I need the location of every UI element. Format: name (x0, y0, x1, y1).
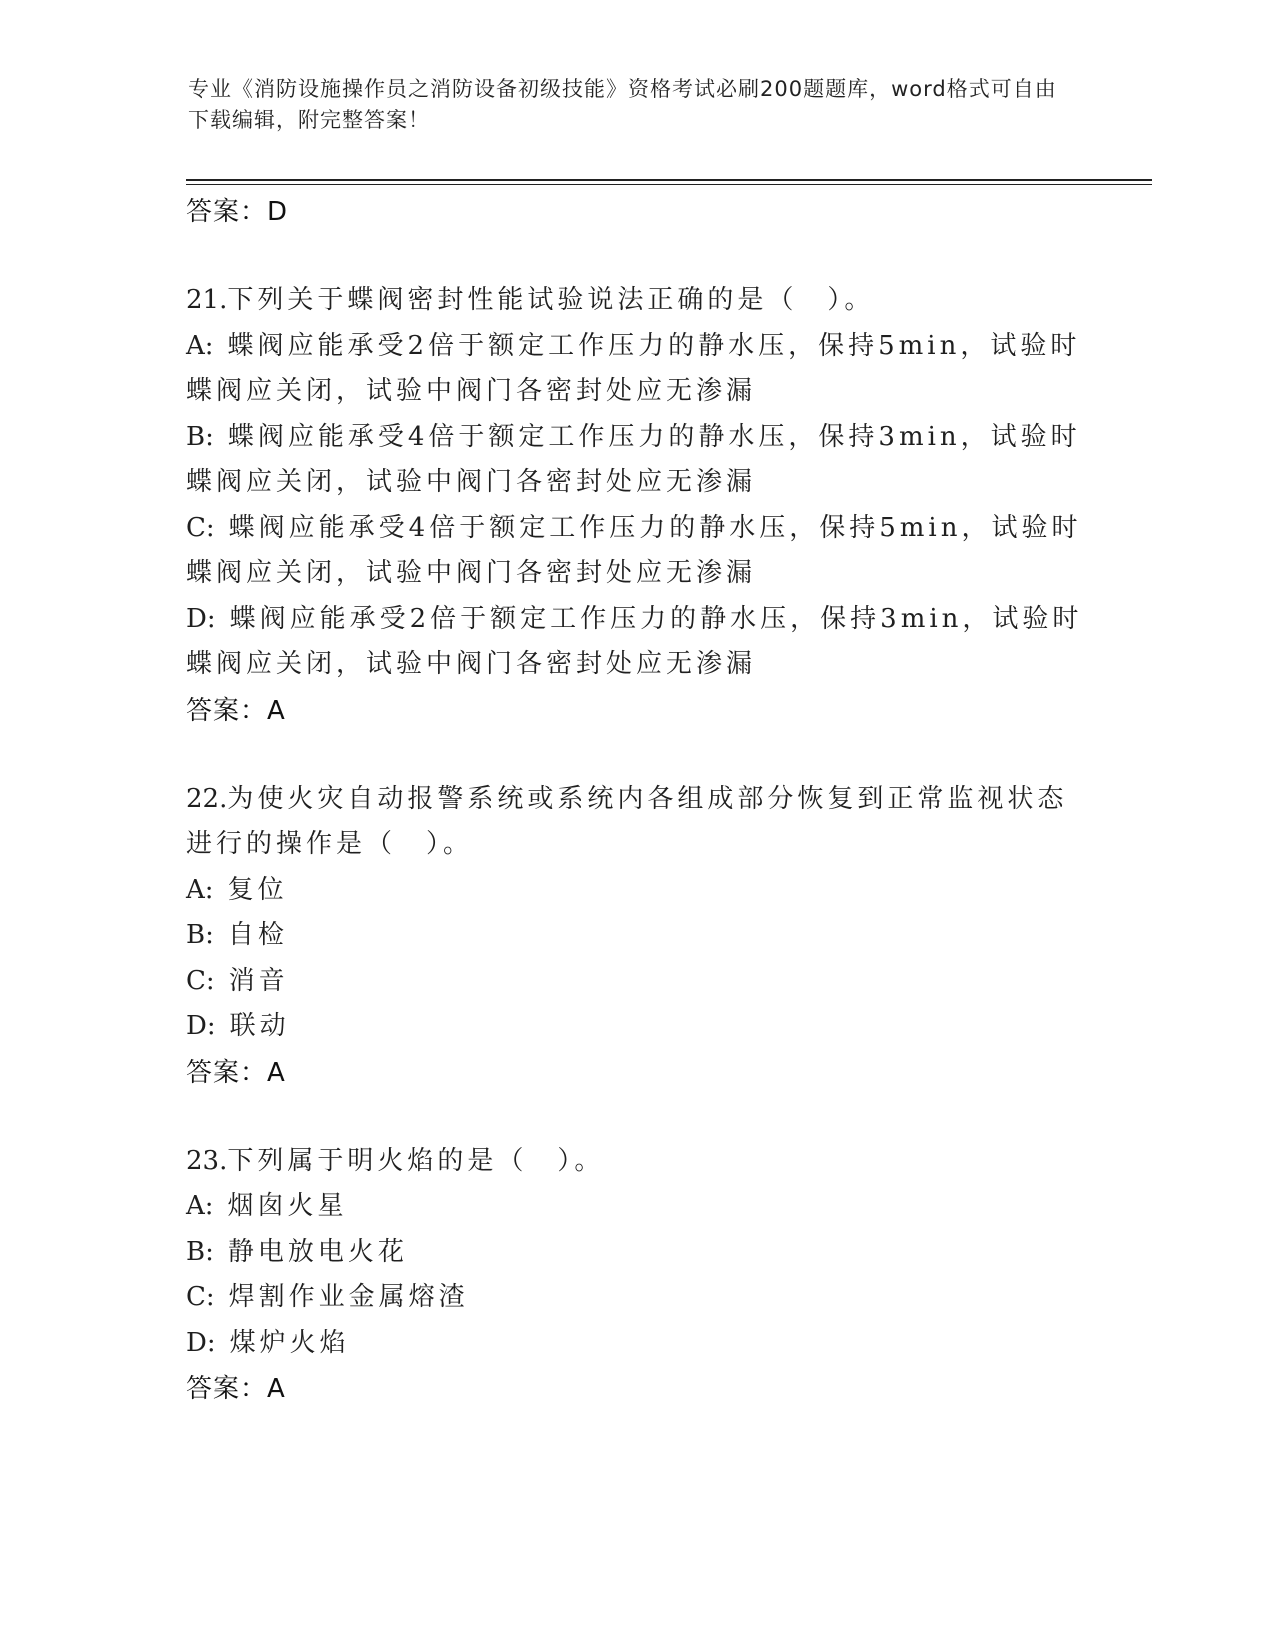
option-text: 蝶阀应能承受2倍于额定工作压力的静水压，保持3min，试验时蝶阀应关闭，试验中阀门各密封处应无渗漏 (186, 603, 1083, 679)
option-text: 焊割作业金属熔渣 (228, 1282, 469, 1312)
option-c (186, 959, 1086, 1005)
option-text: 蝶阀应能承受4倍于额定工作压力的静水压，保持3min，试验时蝶阀应关闭，试验中阀门各密封处应无渗漏 (186, 421, 1081, 497)
question-stem (186, 278, 1086, 324)
option-a (186, 324, 1086, 415)
question-stem (186, 777, 1086, 868)
header-divider-thin (186, 184, 1152, 185)
option-text: 烟囱火星 (227, 1191, 348, 1221)
option-letter: B: (186, 1236, 214, 1267)
option-text: 联动 (229, 1011, 290, 1041)
option-letter: C: (186, 1282, 215, 1312)
option-b (186, 913, 1086, 959)
option-c (186, 506, 1086, 597)
question-23 (186, 1139, 1086, 1413)
option-letter: D: (186, 1011, 216, 1041)
option-d (186, 1004, 1086, 1050)
option-a (186, 868, 1086, 914)
answer-line: 答案：A (186, 695, 286, 726)
option-b (186, 415, 1086, 506)
option-letter: C: (186, 512, 215, 543)
option-text: 自检 (227, 920, 288, 950)
option-d (186, 597, 1086, 688)
document-body (186, 189, 1086, 1412)
option-letter: A: (186, 330, 214, 361)
question-text: 下列关于蝶阀密封性能试验说法正确的是（ ）。 (227, 285, 875, 315)
answer-line: 答案：A (186, 1374, 286, 1404)
option-text: 复位 (227, 874, 288, 905)
option-letter: A: (186, 1191, 214, 1221)
option-letter: D: (186, 1327, 216, 1358)
option-b (186, 1230, 1086, 1276)
option-text: 蝶阀应能承受4倍于额定工作压力的静水压，保持5min，试验时蝶阀应关闭，试验中阀门各密封处应无渗漏 (186, 512, 1082, 588)
question-stem (186, 1139, 1086, 1185)
option-letter: D: (186, 603, 216, 634)
header-divider (186, 179, 1152, 181)
question-number: 23. (186, 1145, 228, 1176)
option-letter: B: (186, 920, 214, 950)
question-number: 21. (186, 285, 228, 315)
option-d (186, 1321, 1086, 1367)
question-21 (186, 278, 1086, 734)
option-letter: C: (186, 965, 215, 996)
option-letter: A: (186, 874, 214, 905)
option-text: 消音 (228, 965, 289, 996)
previous-answer: 答案：D (186, 197, 289, 227)
question-text: 下列属于明火焰的是（ ）。 (227, 1145, 605, 1176)
option-text: 煤炉火焰 (229, 1327, 350, 1358)
option-a (186, 1184, 1086, 1230)
document-header: 专业《消防设施操作员之消防设备初级技能》资格考试必刷200题题库，word格式可自由下载编辑，附完整答案！ (188, 77, 1057, 132)
question-text: 为使火灾自动报警系统或系统内各组成部分恢复到正常监视状态进行的操作是（ ）。 (186, 783, 1068, 859)
question-22 (186, 777, 1086, 1096)
option-text: 蝶阀应能承受2倍于额定工作压力的静水压，保持5min，试验时蝶阀应关闭，试验中阀门各密封处应无渗漏 (186, 330, 1081, 406)
option-c (186, 1275, 1086, 1321)
answer-line: 答案：A (186, 1057, 286, 1088)
question-number: 22. (186, 783, 228, 814)
option-letter: B: (186, 421, 214, 452)
option-text: 静电放电火花 (227, 1236, 408, 1267)
